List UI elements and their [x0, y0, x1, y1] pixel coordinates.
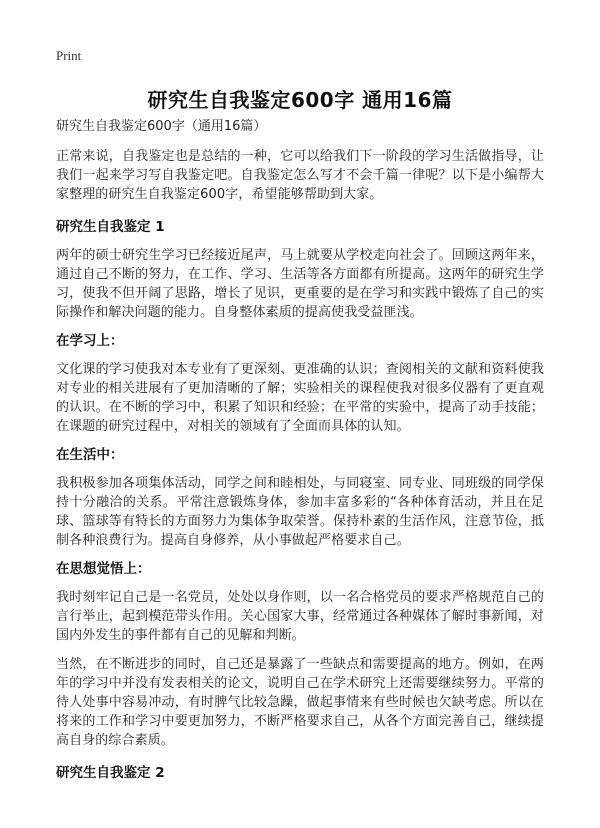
- print-link[interactable]: Print: [56, 48, 82, 63]
- life-heading: 在生活中：: [56, 447, 124, 463]
- study-heading: 在学习上：: [56, 333, 124, 349]
- section-heading-2: 研究生自我鉴定 2: [56, 765, 165, 781]
- thought-paragraph-1: 我时刻牢记自己是一名党员，处处以身作则，以一名合格党员的要求严格规范自己的言行举止，起到模范带头作用。关心国家大事，经常通过各种媒体了解时事新闻，对国内外发生的事件都有自己的见解和判断。: [56, 590, 544, 643]
- section-heading-1: 研究生自我鉴定 1: [56, 219, 165, 235]
- section1-paragraph: 两年的硕士研究生学习已经接近尾声，马上就要从学校走向社会了。回顾这两年来，通过自己不断的努力，在工作、学习、生活等各方面都有所提高。这两年的研究生学习，使我不但开阔了思路，增长了见识，更重要的是在学习和实践中锻炼了自己的实际操作和解决问题的能力。自身整体素质的提高使我受益匪浅。: [56, 248, 544, 320]
- thought-paragraph-2: 当然，在不断进步的同时，自己还是暴露了一些缺点和需要提高的地方。例如，在两年的学习中并没有发表相关的论文，说明自己在学术研究上还需要继续努力。平常的待人处事中容易冲动，有时脾气比较急躁，做起事情来有些时候也欠缺考虑。所以在将来的工作和学习中要更加努力，不断严格要求自己，从各个方面完善自己，继续提高自身的综合素质。: [56, 657, 544, 748]
- article-body: [56, 118, 544, 792]
- study-paragraph: 文化课的学习使我对本专业有了更深刻、更准确的认识；查阅相关的文献和资料使我对专业的相关进展有了更加清晰的了解；实验相关的课程使我对很多仪器有了更直观的认识。在不断的学习中，积累了知识和经验；在平常的实验中，提高了动手技能；在课题的研究过程中，对相关的领域有了全面而具体的认知。: [56, 362, 544, 434]
- intro-paragraph: 正常来说，自我鉴定也是总结的一种，它可以给我们下一阶段的学习生活做指导，让我们一起来学习写自我鉴定吧。自我鉴定怎么写才不会千篇一律呢？以下是小编帮大家整理的研究生自我鉴定600字，希望能够帮助到大家。: [56, 149, 544, 202]
- life-paragraph: 我积极参加各项集体活动，同学之间和睦相处，与同寝室、同专业、同班级的同学保持十分融洽的关系。平常注意锻炼身体，参加丰富多彩的“各种体育活动，并且在足球、篮球等有特长的方面努力为集体争取荣誉。保持朴素的生活作风，注意节俭，抵制各种浪费行为。提高自身修养，从小事做起严格要求自己。: [56, 476, 544, 548]
- thought-heading: 在思想觉悟上：: [56, 561, 151, 577]
- article-subtitle: 研究生自我鉴定600字（通用16篇）: [56, 119, 267, 134]
- page-title: 研究生自我鉴定600字 通用16篇: [147, 88, 453, 112]
